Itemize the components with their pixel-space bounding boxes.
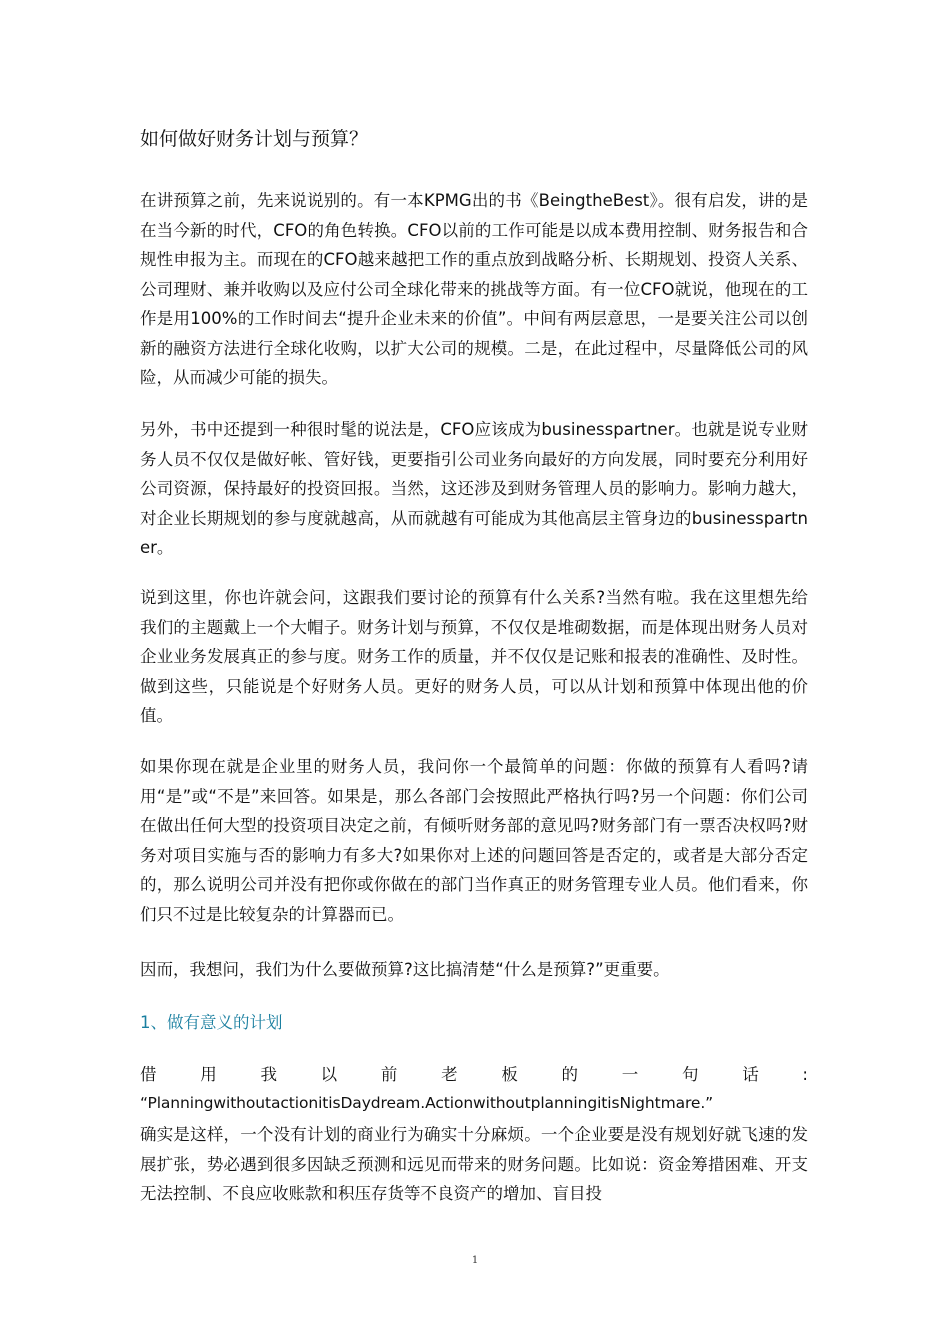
quote-intro-char: 用: [200, 1065, 217, 1084]
page-number: 1: [471, 1255, 479, 1266]
quote-intro-char: 前: [380, 1065, 398, 1084]
page-title: 如何做好财务计划与预算？: [140, 128, 369, 150]
quote-intro-char: 的: [561, 1065, 579, 1084]
paragraph-no-plan: 确实是这样，一个没有计划的商业行为确实十分麻烦。一个企业要是没有规划好就飞速的发展扩张，势必遇到很多因缺乏预测和远见而带来的财务问题。比如说：资金筹措困难、开支无法控制、不良应收账款和积压存货等不良资产的增加、盲目投: [140, 1125, 808, 1203]
quote-intro-char: 话: [742, 1065, 759, 1084]
paragraph-budget-relation: 说到这里，你也许就会问，这跟我们要讨论的预算有什么关系?当然有啦。我在这里想先给我们的主题戴上一个大帽子。财务计划与预算，不仅仅是堆砌数据，而是体现出财务人员对企业业务发展真正的参与度。财务工作的质量，并不仅仅是记账和报表的准确性、及时性。做到这些，只能说是个好财务人员。更好的财务人员，可以从计划和预算中体现出他的价值。: [140, 588, 808, 725]
paragraph-cfo-role: 在讲预算之前，先来说说别的。有一本KPMG出的书《BeingtheBest》。很有启发，讲的是在当今新的时代，CFO的角色转换。CFO以前的工作可能是以成本费用控制、财务报告和合规性申报为主。而现在的CFO越来越把工作的重点放到战略分析、长期规划、投资人关系、公司理财、兼并收购以及应付公司全球化带来的挑战等方面。有一位CFO就说，他现在的工作是用100%的工作时间去“提升企业未来的价值”。中间有两层意思，一是要关注公司以创新的融资方法进行全球化收购，以扩大公司的规模。二是，在此过程中，尽量降低公司的风险，从而减少可能的损失。: [140, 191, 808, 387]
quote-intro-char: 老: [441, 1065, 458, 1084]
quote-text: “PlanningwithoutactionitisDaydream.ActionwithoutplanningitisNightmare.”: [140, 1094, 714, 1112]
quote-intro-char: 句: [681, 1065, 699, 1084]
section-heading: 1、做有意义的计划: [140, 1013, 283, 1032]
quote-intro-char: 一: [621, 1065, 639, 1084]
paragraph-simple-question: 如果你现在就是企业里的财务人员，我问你一个最简单的问题：你做的预算有人看吗?请用“是”或“不是”来回答。如果是，那么各部门会按照此严格执行吗?另一个问题：你们公司在做出任何大型的投资项目决定之前，有倾听财务部的意见吗?财务部门有一票否决权吗?财务对项目实施与否的影响力有多大?如果你对上述的问题回答是否定的，或者是大部分否定的，那么说明公司并没有把你或你做在的部门当作真正的财务管理专业人员。他们看来，你们只不过是比较复杂的计算器而已。: [140, 757, 808, 924]
paragraph-why-budget: 因而，我想问，我们为什么要做预算?这比搞清楚“什么是预算?”更重要。: [140, 960, 670, 979]
quote-intro-char: 借: [140, 1065, 157, 1084]
quote-intro-char: 以: [320, 1065, 338, 1084]
quote-intro-line: [140, 1060, 808, 1090]
quote-intro-char: 板: [501, 1065, 518, 1084]
quote-intro-char: 我: [260, 1065, 277, 1084]
quote-intro-char: :: [802, 1065, 808, 1084]
paragraph-business-partner: 另外，书中还提到一种很时髦的说法是，CFO应该成为businesspartner。也就是说专业财务人员不仅仅是做好帐、管好钱，更要指引公司业务向最好的方向发展，同时要充分利用好公司资源，保持最好的投资回报。当然，这还涉及到财务管理人员的影响力。影响力越大，对企业长期规划的参与度就越高，从而就越有可能成为其他高层主管身边的businesspartner。: [140, 420, 808, 557]
